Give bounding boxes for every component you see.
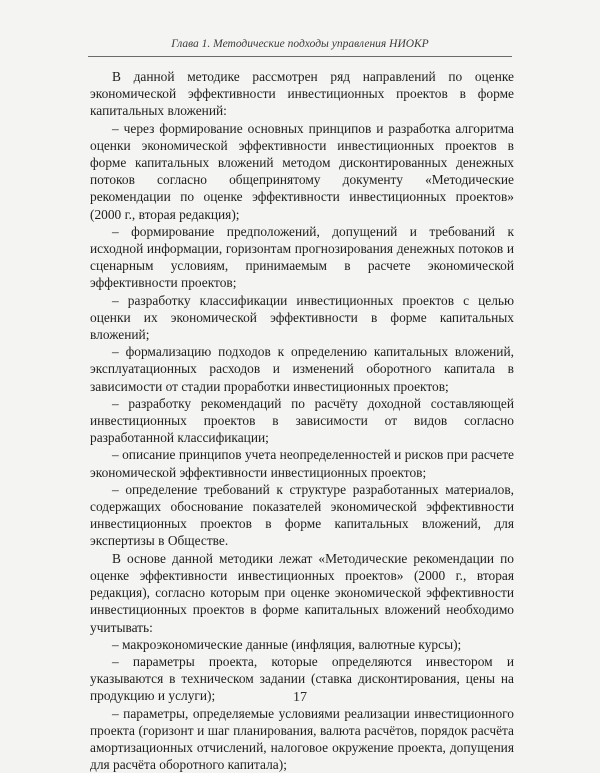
list-item: – макроэкономические данные (инфляция, валютные курсы); [112, 636, 462, 652]
list-item: – описание принципов учета неопределенностей и рисков при расчете экономической эффективности инвестиционных проектов; [90, 447, 514, 480]
paragraph-basis: В основе данной методики лежат «Методические рекомендации по оценке эффективности инвестиционных проектов» (2000 г., вторая редакция), согласно которым при оценке экономической эффективности инвестиционных проектов в форме капитальных вложений необходимо учитывать: [90, 550, 514, 635]
list-item: – формирование предположений, допущений и требований к исходной информации, горизонтам прогнозирования денежных потоков и сценарным условиям, принимаемым в расчете экономической эффективности проектов; [90, 223, 514, 291]
list-item: – формализацию подходов к определению капитальных вложений, эксплуатационных расходов и изменений оборотного капитала в зависимости от стадии проработки инвестиционных проектов; [90, 344, 514, 394]
list-item: – параметры, определяемые условиями реализации инвестиционного проекта (горизонт и шаг планирования, валюта расчётов, порядок расчёта амортизационных отчислений, налоговое окружение проекта, допущения для расчёта оборотного капитала); [90, 705, 514, 773]
list-item: – через формирование основных принципов и разработка алгоритма оценки экономической эффективности инвестиционных проектов в форме капитальных вложений методом дисконтированных денежных потоков согласно общепринятому документу «Методические рекомендации по оценке эффективности инвестиционных проектов» (2000 г., вторая редакция); [90, 120, 514, 222]
paragraph-intro: В данной методике рассмотрен ряд направлений по оценке экономической эффективности инвестиционных проектов в форме капитальных вложений: [90, 69, 514, 119]
list-item: – определение требований к структуре разработанных материалов, содержащих обоснование показателей экономической эффективности инвестиционных проектов в форме капитальных вложений, для экспертизы в Обществе. [90, 481, 514, 549]
body-text [90, 68, 514, 773]
list-item: – параметры проекта, которые определяются инвестором и указываются в техническом задании (ставка дисконтирования, цены на продукцию и услуги); [90, 653, 514, 704]
list-item: – разработку рекомендаций по расчёту доходной составляющей инвестиционных проектов в зависимости от видов согласно разработанной классификации; [90, 395, 514, 446]
list-item: – разработку классификации инвестиционных проектов с целью оценки их экономической эффективности в форме капитальных вложений; [90, 292, 514, 343]
page-number: 17 [293, 690, 307, 705]
header-divider [88, 56, 512, 57]
running-header: Глава 1. Методические подходы управления НИОКР [171, 38, 429, 50]
